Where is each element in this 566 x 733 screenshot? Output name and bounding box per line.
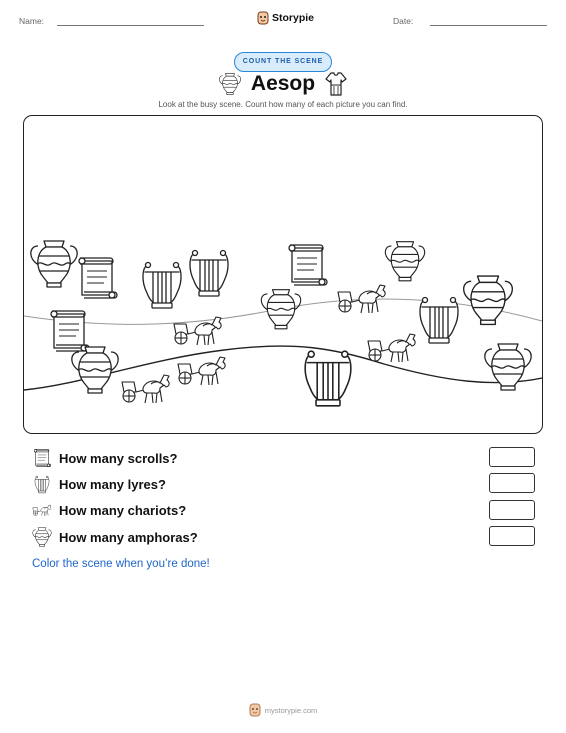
question-text: How many amphoras? xyxy=(59,529,198,545)
scroll-icon xyxy=(32,448,52,468)
brand-name: Storypie xyxy=(272,12,315,24)
scene-lyre xyxy=(190,251,228,297)
scene-scroll xyxy=(79,258,117,298)
scene-chariot xyxy=(178,357,225,385)
question-lyres xyxy=(32,473,166,495)
scene-amphora xyxy=(72,347,118,393)
scene-lyre xyxy=(305,351,351,406)
amphora-icon xyxy=(32,527,52,547)
storypie-logo xyxy=(257,11,314,25)
scene-chariot xyxy=(368,334,415,362)
scene-illustration xyxy=(24,116,542,433)
scene-lyre xyxy=(420,298,458,344)
question-chariots xyxy=(32,499,186,521)
date-label: Date: xyxy=(393,16,414,26)
color-instruction: Color the scene when you’re done! xyxy=(32,558,210,570)
count-the-scene-badge: COUNT THE SCENE xyxy=(234,52,332,72)
storypie-mascot-icon xyxy=(249,703,261,717)
footer-url[interactable]: mystorypie.com xyxy=(264,705,318,715)
scene-amphora xyxy=(31,241,77,287)
question-amphoras xyxy=(32,526,198,548)
question-text: How many chariots? xyxy=(59,502,187,518)
scene-lyre xyxy=(143,263,181,309)
scene-scroll xyxy=(51,311,89,351)
scene-chariot xyxy=(122,375,169,403)
lyre-icon xyxy=(32,474,52,494)
question-text: How many scrolls? xyxy=(59,450,178,466)
page-title: Aesop xyxy=(250,72,316,95)
scene-amphora xyxy=(385,242,424,281)
answer-box-lyres[interactable] xyxy=(489,473,535,493)
chariot-icon xyxy=(32,500,52,520)
date-line[interactable] xyxy=(430,25,547,26)
footer xyxy=(0,703,566,717)
answer-box-scrolls[interactable] xyxy=(489,447,535,467)
scene-amphora xyxy=(261,290,300,329)
question-text: How many lyres? xyxy=(59,476,166,492)
answer-box-chariots[interactable] xyxy=(489,500,535,520)
instructions: Look at the busy scene. Count how many of each picture you can find. xyxy=(158,100,408,109)
tunic-icon xyxy=(325,71,347,97)
question-scrolls xyxy=(32,447,177,469)
scene-scroll xyxy=(289,245,327,285)
name-label: Name: xyxy=(19,16,45,26)
answer-box-amphoras[interactable] xyxy=(489,526,535,546)
scene-amphora xyxy=(464,276,513,324)
busy-scene xyxy=(23,115,543,434)
name-line[interactable] xyxy=(57,25,204,26)
storypie-mascot-icon xyxy=(257,11,269,25)
